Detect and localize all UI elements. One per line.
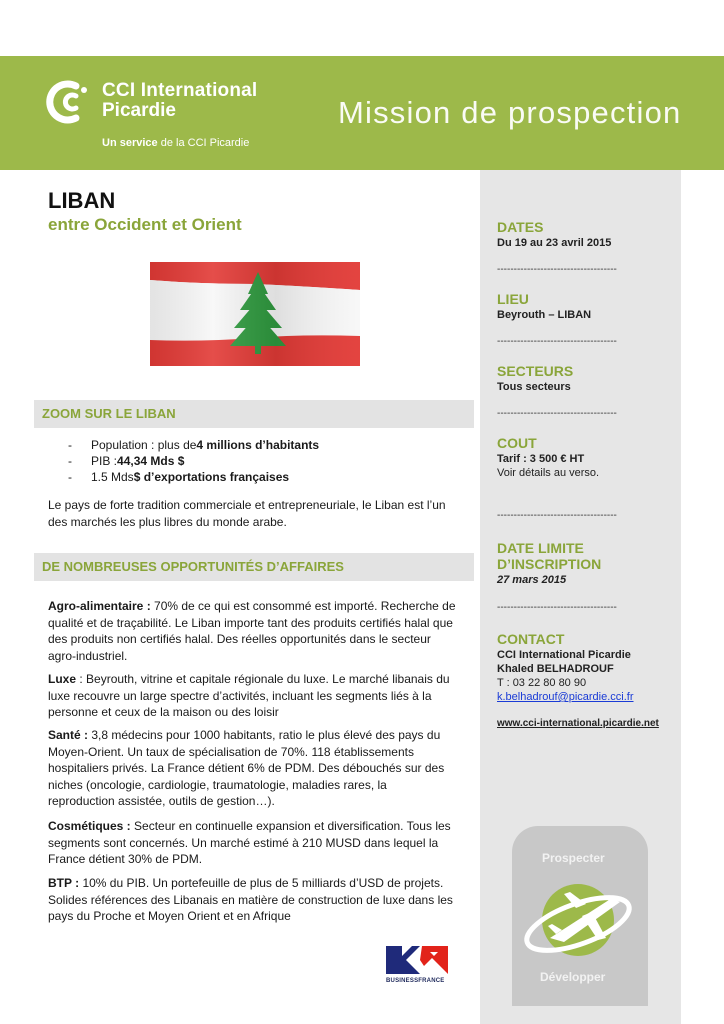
lieu-heading: LIEU bbox=[497, 291, 529, 307]
business-france-wordmark: BUSINESSFRANCE bbox=[386, 978, 445, 984]
intro-paragraph: Le pays de forte tradition commerciale et entrepreneuriale, le Liban est l’un des marchés les plus libres du monde arabe. bbox=[48, 498, 446, 529]
separator: ------------------------------------ bbox=[497, 264, 617, 275]
dates-value: Du 19 au 23 avril 2015 bbox=[497, 237, 612, 249]
separator: ------------------------------------ bbox=[497, 336, 617, 347]
deadline-value: 27 mars 2015 bbox=[497, 574, 567, 586]
key-figures-list bbox=[68, 437, 319, 485]
deadline-heading: DATE LIMITE bbox=[497, 540, 584, 556]
contact-heading: CONTACT bbox=[497, 631, 565, 647]
brand-name: CCI International bbox=[102, 80, 258, 101]
badge-top-label: Prospecter bbox=[542, 851, 605, 865]
brand-subtitle: Un service de la CCI Picardie bbox=[102, 137, 250, 149]
website-link[interactable]: www.cci-international.picardie.net bbox=[497, 718, 659, 729]
plane-globe-icon bbox=[520, 868, 640, 968]
cout-note: Voir détails au verso. bbox=[497, 467, 600, 479]
list-item: - PIB : 44,34 Mds $ bbox=[68, 454, 185, 468]
sector-btp: BTP : 10% du PIB. Un portefeuille de plus de 5 milliards d’USD de projets. Solides références des Libanais en matière de construction de luxe dans les pays du Proche et Moyen Orient et en Afrique bbox=[48, 876, 453, 923]
secteurs-heading: SECTEURS bbox=[497, 363, 574, 379]
dates-heading: DATES bbox=[497, 219, 544, 235]
sector-cosmetiques: Cosmétiques : Secteur en continuelle expansion et diversification. Tous les segments sont concernés. Un marché estimé à 210 MUSD dans lequel la France détient 30% de PDM. bbox=[48, 819, 451, 866]
country-title: LIBAN bbox=[48, 188, 116, 213]
lebanon-flag-image bbox=[150, 262, 360, 366]
list-item: - 1.5 Mds $ d’exportations françaises bbox=[68, 470, 290, 484]
zoom-section-title: ZOOM SUR LE LIBAN bbox=[42, 406, 176, 421]
lieu-value: Beyrouth – LIBAN bbox=[497, 309, 592, 321]
opportunities-section-title: DE NOMBREUSES OPPORTUNITÉS D’AFFAIRES bbox=[42, 559, 344, 574]
contact-name: Khaled BELHADROUF bbox=[497, 663, 614, 675]
separator: ------------------------------------ bbox=[497, 510, 617, 521]
contact-org: CCI International Picardie bbox=[497, 649, 631, 661]
brand-name-region: Picardie bbox=[102, 100, 176, 121]
sector-luxe: Luxe : Beyrouth, vitrine et capitale régionale du luxe. Le marché libanais du luxe recouvre un large spectre d’activités, incluant les segments liés à la personne et ceux de la maison ou des loisir bbox=[48, 672, 450, 719]
deadline-heading-line2: D’INSCRIPTION bbox=[497, 556, 602, 572]
cci-logo-icon bbox=[46, 78, 94, 126]
separator: ------------------------------------ bbox=[497, 602, 617, 613]
page-title: Mission de prospection bbox=[338, 95, 682, 130]
contact-phone: T : 03 22 80 80 90 bbox=[497, 677, 587, 689]
cout-value: Tarif : 3 500 € HT bbox=[497, 453, 585, 465]
separator: ------------------------------------ bbox=[497, 408, 617, 419]
contact-email-link[interactable]: k.belhadrouf@picardie.cci.fr bbox=[497, 691, 634, 703]
sector-sante: Santé : 3,8 médecins pour 1000 habitants, ratio le plus élevé des pays du Moyen-Orient. Un taux de spécialisation de 70%. 118 établissements hospitaliers privés. La France détient 6% de PDM. Des débouchés sur des niches (oncologie, cardiologie, traumatologie, maladies rares, la reproduction assistée, outils de gestion…). bbox=[48, 728, 445, 808]
list-item: - Population : plus de 4 millions d’habitants bbox=[68, 438, 320, 452]
country-tagline: entre Occident et Orient bbox=[48, 215, 242, 234]
badge-bottom-label: Développer bbox=[540, 970, 606, 984]
secteurs-value: Tous secteurs bbox=[497, 381, 571, 393]
sector-agro: Agro-alimentaire : 70% de ce qui est consommé est importé. Recherche de qualité et de traçabilité. Le Liban importe tant des produits certifiés halal que des produits non certifiés halal. Des réelles opportunités dans le secteur agro-industriel. bbox=[48, 599, 456, 663]
cout-heading: COUT bbox=[497, 435, 537, 451]
